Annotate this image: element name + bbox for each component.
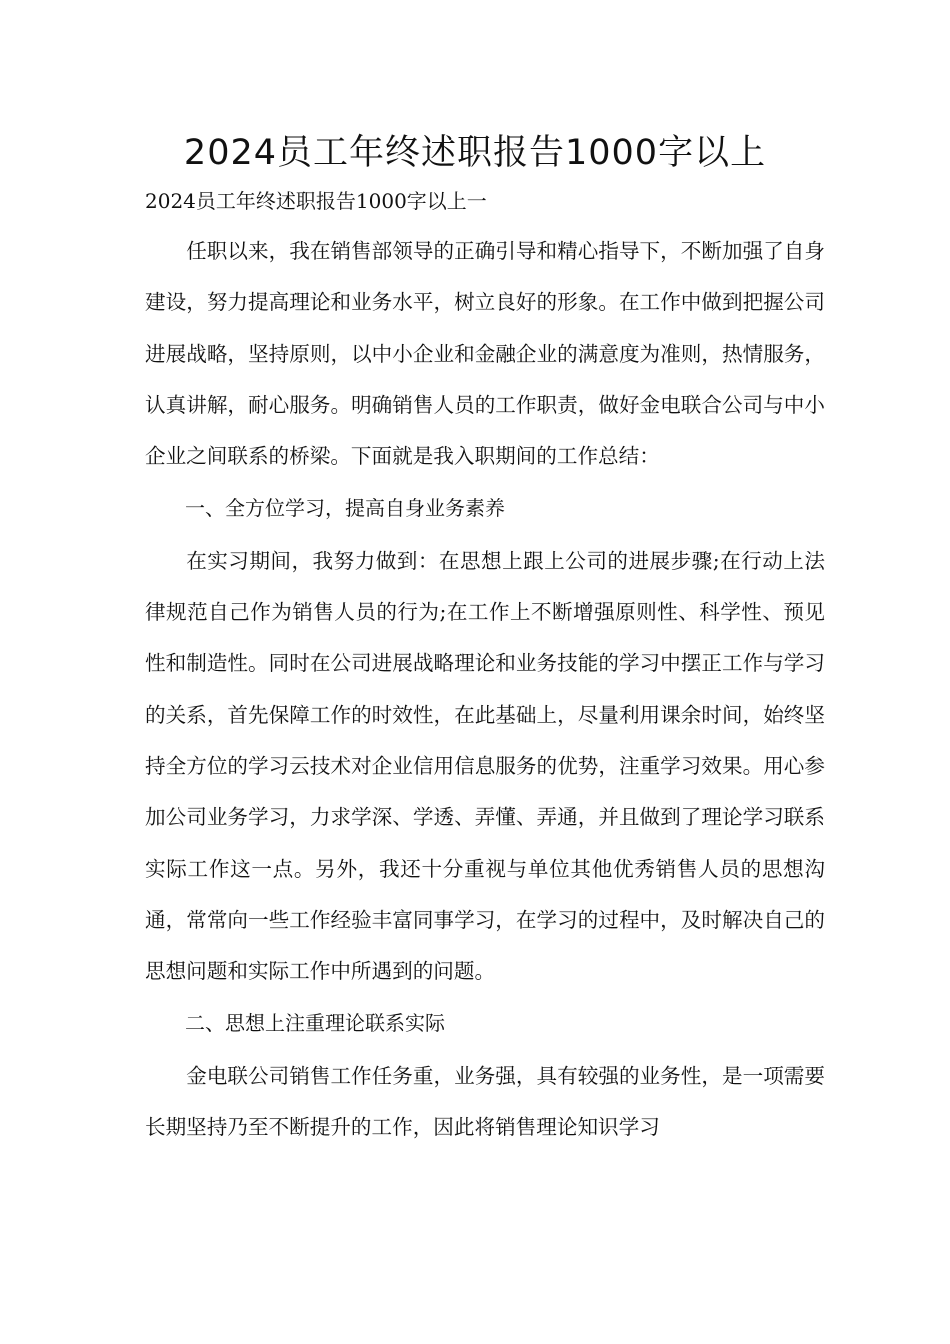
paragraph-section-2: 金电联公司销售工作任务重，业务强，具有较强的业务性，是一项需要长期坚持乃至不断提升的工作，因此将销售理论知识学习	[145, 1063, 825, 1140]
section-heading-2: 二、思想上注重理论联系实际	[185, 1011, 445, 1036]
document-title: 2024员工年终述职报告1000字以上	[183, 133, 767, 173]
document-body	[145, 226, 825, 1154]
document-subtitle: 2024员工年终述职报告1000字以上一	[145, 189, 487, 213]
section-heading-1: 一、全方位学习，提高自身业务素养	[185, 496, 505, 521]
paragraph-section-1: 在实习期间，我努力做到：在思想上跟上公司的进展步骤;在行动上法律规范自己作为销售人员的行为;在工作上不断增强原则性、科学性、预见性和制造性。同时在公司进展战略理论和业务技能的学习中摆正工作与学习的关系，首先保障工作的时效性，在此基础上，尽量利用课余时间，始终坚持全方位的学习云技术对企业信用信息服务的优势，注重学习效果。用心参加公司业务学习，力求学深、学透、弄懂、弄通，并且做到了理论学习联系实际工作这一点。另外，我还十分重视与单位其他优秀销售人员的思想沟通，常常向一些工作经验丰富同事学习，在学习的过程中，及时解决自己的思想问题和实际工作中所遇到的问题。	[145, 548, 825, 984]
paragraph-intro: 任职以来，我在销售部领导的正确引导和精心指导下，不断加强了自身建设，努力提高理论和业务水平，树立良好的形象。在工作中做到把握公司进展战略，坚持原则，以中小企业和金融企业的满意度为准则，热情服务，认真讲解，耐心服务。明确销售人员的工作职责，做好金电联合公司与中小企业之间联系的桥梁。下面就是我入职期间的工作总结：	[145, 239, 825, 469]
